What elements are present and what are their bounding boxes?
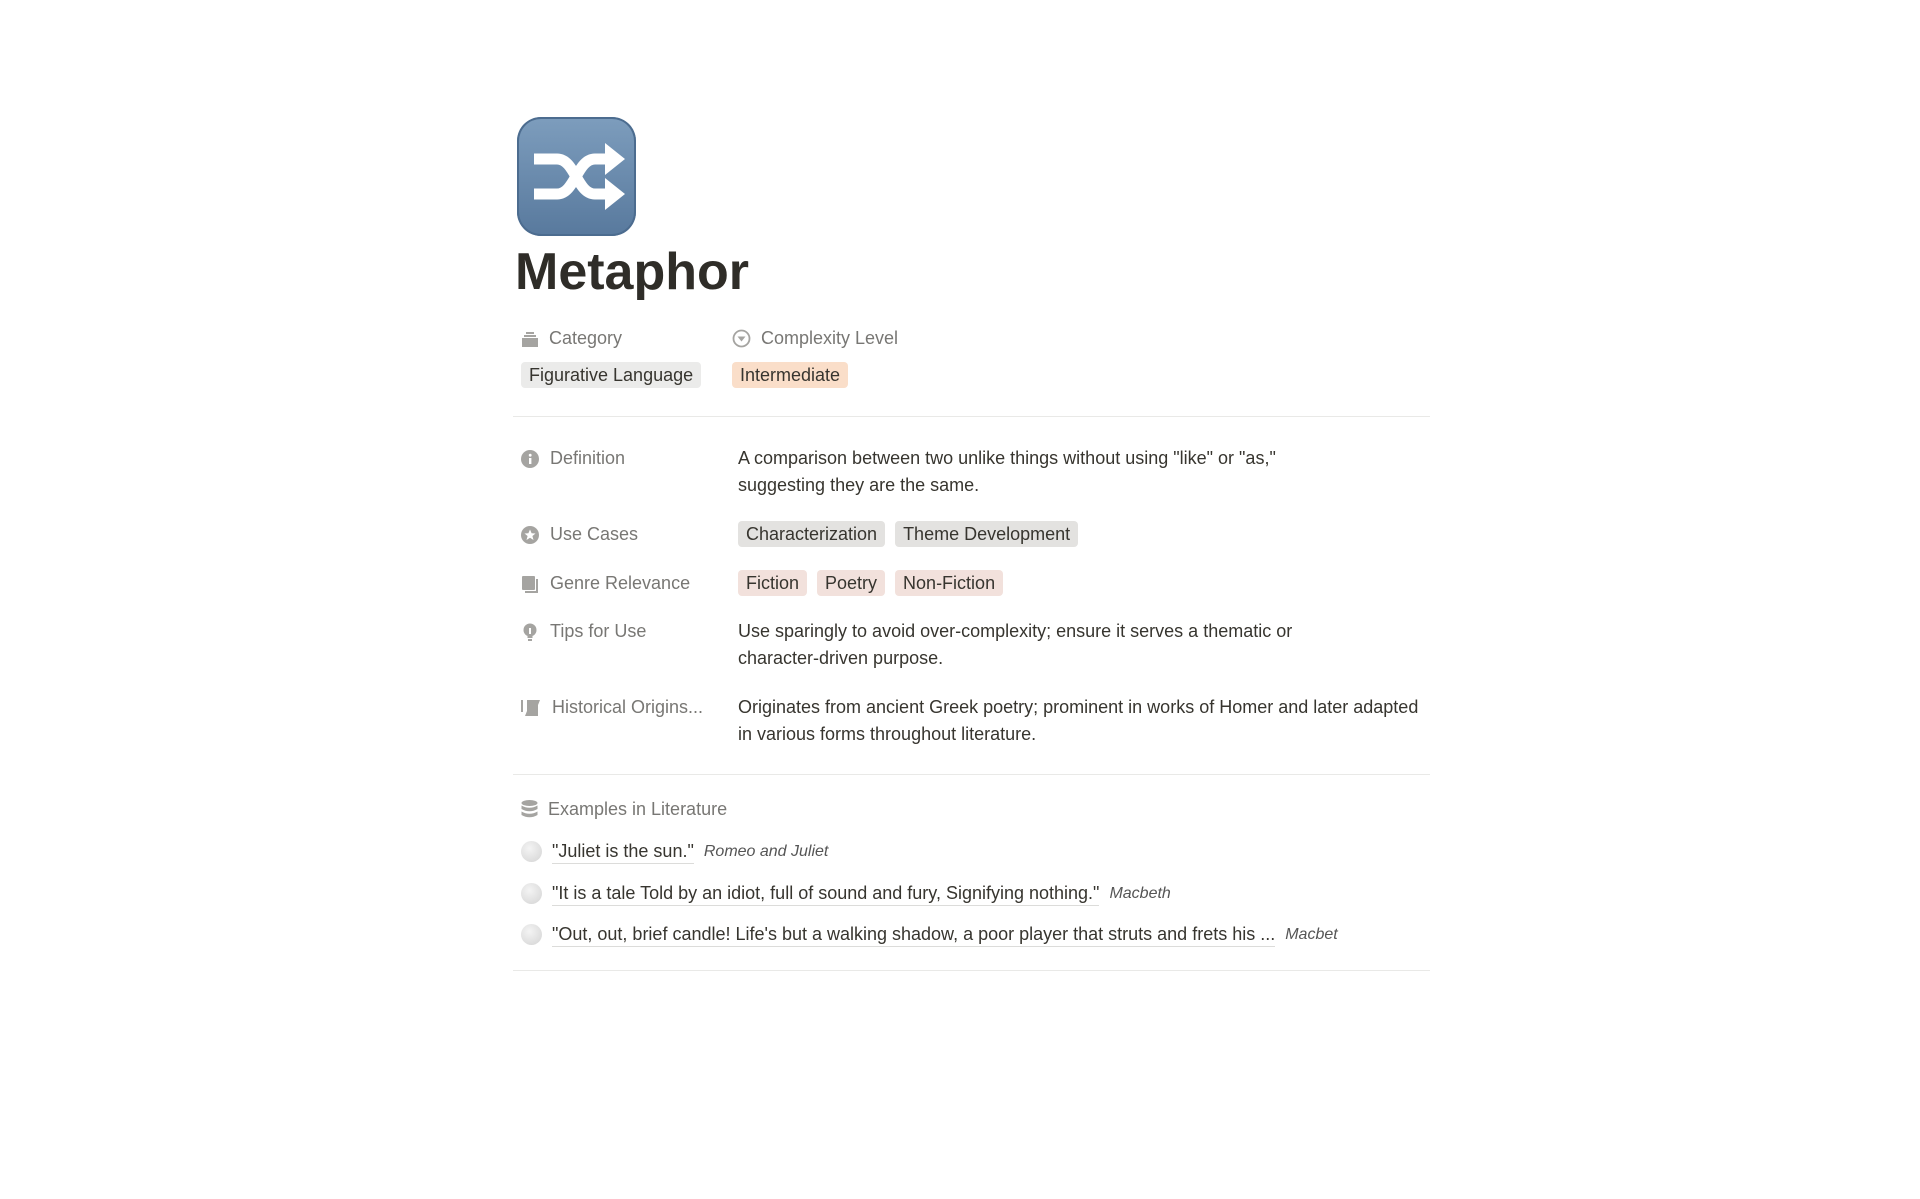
complexity-label: Complexity Level (761, 328, 899, 348)
category-label: Category (549, 328, 623, 348)
page-icon (521, 883, 542, 904)
historical-label: Historical Origins... (552, 697, 704, 717)
page-title[interactable]: Metaphor (515, 243, 749, 301)
divider (513, 970, 1430, 971)
page-icon (521, 924, 542, 945)
example-quote[interactable]: "It is a tale Told by an idiot, full of sound and fury, Signifying nothing." (552, 881, 1099, 906)
complexity-property[interactable] (732, 328, 898, 349)
complexity-tag[interactable]: Intermediate (732, 362, 848, 388)
property-historical-origins[interactable] (513, 694, 1430, 748)
example-quote[interactable]: "Juliet is the sun." (552, 839, 694, 864)
genre-tag[interactable]: Poetry (817, 570, 885, 596)
property-use-cases[interactable] (513, 521, 1430, 548)
example-source: Romeo and Juliet (703, 842, 829, 860)
tips-label: Tips for Use (550, 621, 647, 641)
example-item[interactable] (521, 839, 1421, 864)
scroll-icon (521, 699, 541, 717)
definition-label: Definition (550, 448, 626, 468)
definition-value[interactable]: A comparison between two unlike things without using "like" or "as," suggesting they are the same. (738, 448, 1276, 495)
info-icon (521, 450, 539, 468)
star-circle-icon (521, 526, 539, 544)
genre-tag[interactable]: Fiction (738, 570, 807, 596)
use-case-tag[interactable]: Theme Development (895, 521, 1078, 547)
stack-icon (521, 330, 539, 348)
genre-tag[interactable]: Non-Fiction (895, 570, 1003, 596)
book-icon (521, 575, 539, 593)
example-quote[interactable]: "Out, out, brief candle! Life's but a walking shadow, a poor player that struts and frets his ... (552, 922, 1275, 947)
example-item[interactable] (521, 922, 1421, 947)
example-source: Macbet (1285, 925, 1338, 943)
use-case-tag[interactable]: Characterization (738, 521, 885, 547)
page-icon (521, 841, 542, 862)
category-tag[interactable]: Figurative Language (521, 362, 701, 388)
property-tips[interactable] (513, 618, 1430, 672)
divider (513, 774, 1430, 775)
genre-label: Genre Relevance (550, 573, 691, 593)
select-icon (732, 329, 751, 348)
example-item[interactable] (521, 881, 1421, 906)
database-icon (521, 800, 538, 819)
shuffle-icon[interactable] (517, 117, 636, 236)
use-cases-label: Use Cases (550, 524, 639, 544)
examples-relation-header[interactable] (521, 799, 727, 820)
lightbulb-icon (521, 623, 539, 643)
example-source: Macbeth (1109, 884, 1171, 902)
category-property[interactable] (521, 328, 622, 349)
tips-value[interactable]: Use sparingly to avoid over-complexity; ensure it serves a thematic or character-driven purpose. (738, 621, 1293, 668)
property-genre-relevance[interactable] (513, 570, 1430, 597)
property-definition[interactable] (513, 445, 1430, 499)
historical-value[interactable]: Originates from ancient Greek poetry; prominent in works of Homer and later adapted in various forms throughout literature. (738, 697, 1419, 744)
examples-label: Examples in Literature (548, 799, 728, 819)
divider (513, 416, 1430, 417)
